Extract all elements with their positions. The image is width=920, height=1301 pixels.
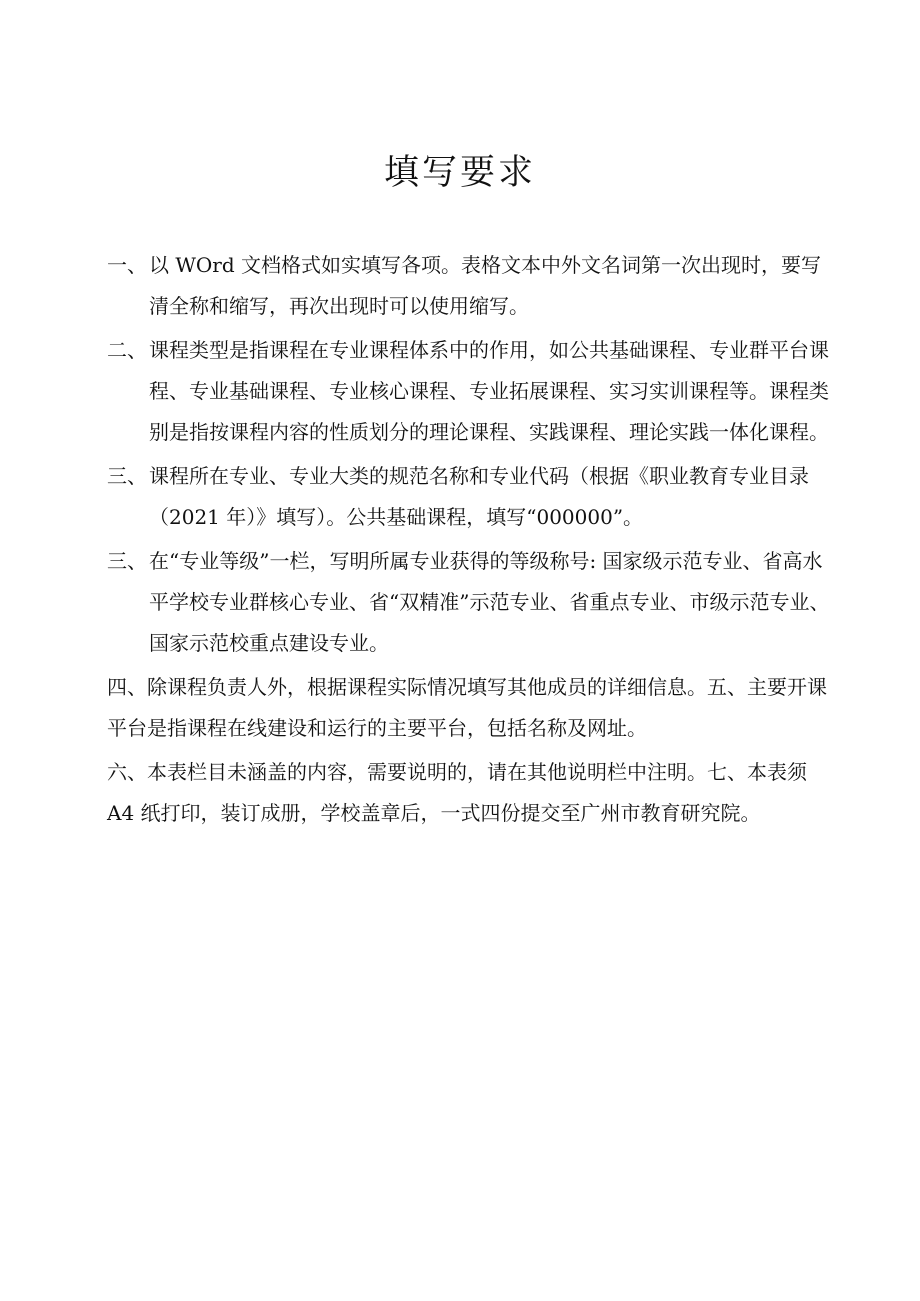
item-text: 在“专业等级”一栏，写明所属专业获得的等级称号: 国家级示范专业、省高水平学校专业群核心专业、省“双精准”示范专业、省重点专业、市级示范专业、国家示范校重点建设专业。 (149, 549, 830, 655)
item-text: 课程所在专业、专业大类的规范名称和专业代码（根据《职业教育专业目录（2021 年）》填写）。公共基础课程，填写“000000”。 (149, 464, 809, 529)
item-number: 四、 (107, 675, 147, 699)
item-text: 课程类型是指课程在专业课程体系中的作用，如公共基础课程、专业群平台课程、专业基础课程、专业核心课程、专业拓展课程、实习实训课程等。课程类别是指按课程内容的性质划分的理论课程、实践课程、理论实践一体化课程。 (149, 338, 829, 444)
requirements-list (107, 245, 837, 837)
item-text: 以 WOrd 文档格式如实填写各项。表格文本中外文名词第一次出现时，要写清全称和缩写，再次出现时可以使用缩写。 (149, 253, 822, 318)
item-number: 一、 (107, 253, 147, 277)
list-item (107, 330, 837, 453)
list-item (107, 456, 837, 538)
item-number: 六、 (107, 760, 147, 784)
item-number: 二、 (107, 338, 147, 362)
list-item (107, 245, 837, 327)
list-item (107, 541, 837, 664)
item-number: 三、 (107, 549, 147, 573)
item-text: 本表栏目未涵盖的内容，需要说明的，请在其他说明栏中注明。七、本表须 A4 纸打印，装订成册，学校盖章后，一式四份提交至广州市教育研究院。 (107, 760, 807, 825)
page-title: 填写要求 (383, 153, 536, 193)
item-text: 除课程负责人外，根据课程实际情况填写其他成员的详细信息。五、主要开课平台是指课程在线建设和运行的主要平台，包括名称及网址。 (107, 675, 827, 740)
list-item (107, 752, 837, 834)
item-number: 三、 (107, 464, 147, 488)
list-item (107, 667, 837, 749)
